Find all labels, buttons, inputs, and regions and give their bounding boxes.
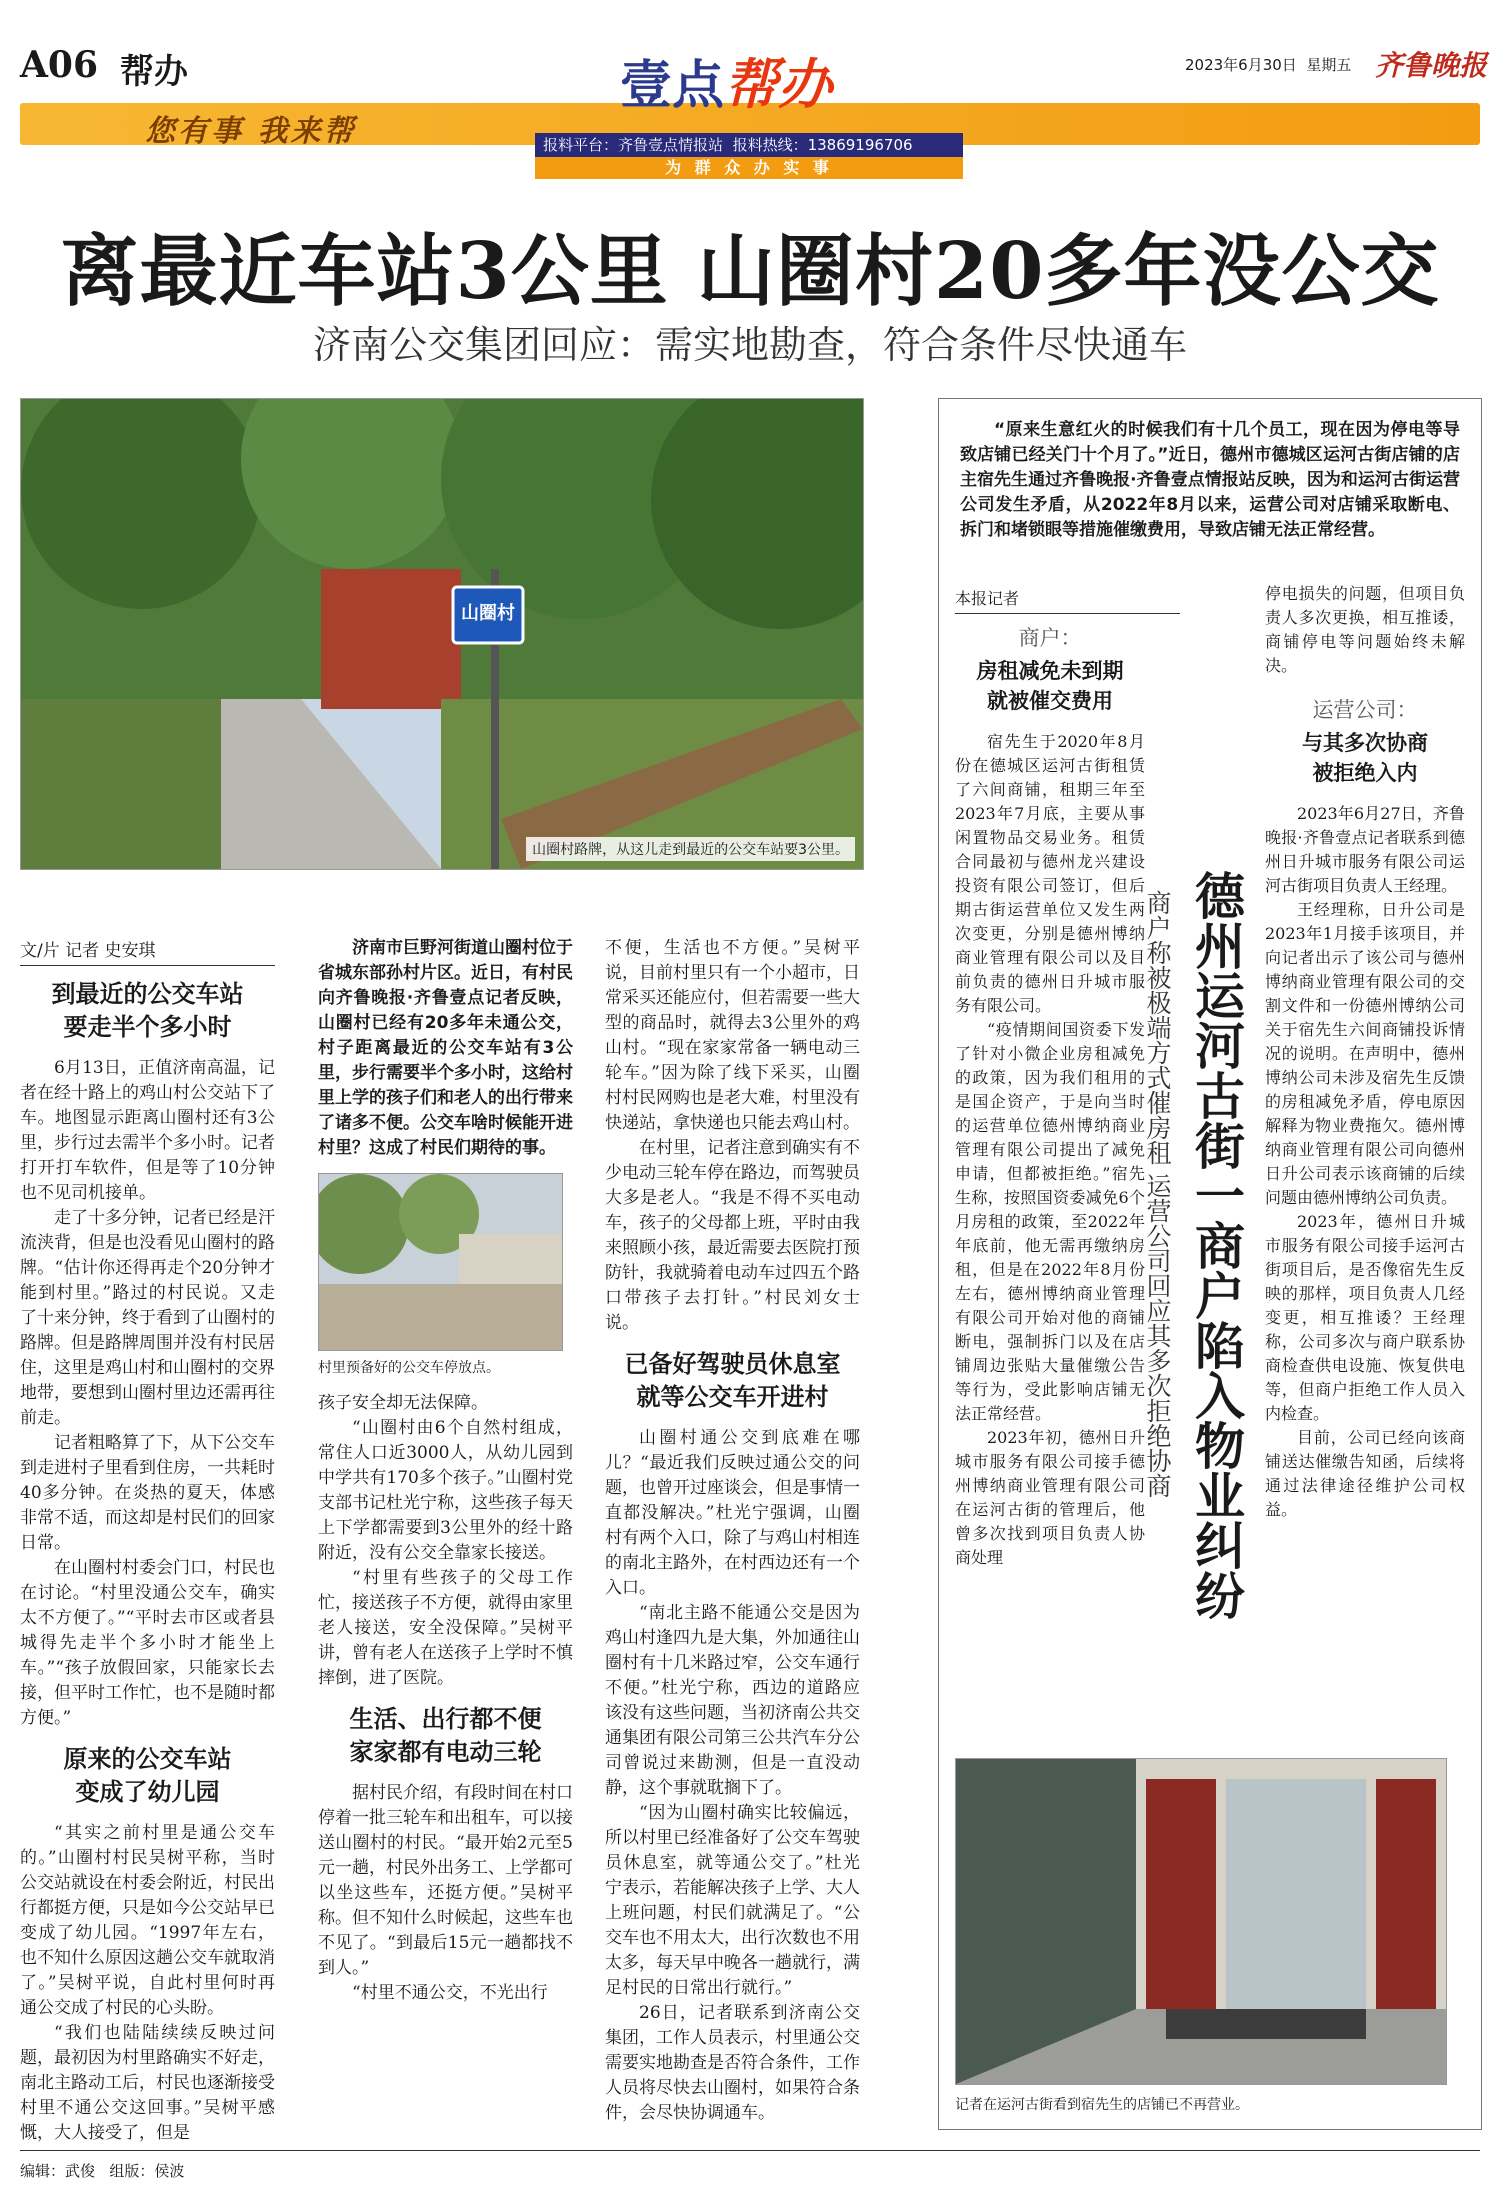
page-label: A06 [20, 44, 99, 86]
footer-credits [20, 2160, 184, 2181]
col1-paragraph: 6月13日，正值济南高温，记者在经十路上的鸡山村公交站下了车。地图显示距离山圈村还有3公里，步行过去需半个多小时。记者打开打车软件，但是等了10分钟也不见司机接单。 [20, 1058, 275, 1203]
col3-paragraph: 在村里，记者注意到确实有不少电动三轮车停在路边，而驾驶员大多是老人。“我是不得不买电动车，孩子的父母都上班，平时由我来照顾小孩，最近需要去医院打预防针，我就骑着电动车过四五个路口带孩子去打针。”村民刘女士说。 [605, 1138, 860, 1333]
village-sign-photo [20, 398, 864, 870]
col1-subheading-1: 到最近的公交车站 要走半个多小时 [51, 980, 244, 1041]
side-paragraph: 2023年，德州日升城市服务有限公司接手运河古街项目后，是否像宿先生反映的那样，项目负责人几经变更，相互推诿？王经理称，公司多次与商户联系协商检查供电设施、恢复供电等，但商户拒绝工作人员入内检查。 [1265, 1212, 1465, 1423]
col1-paragraph: “其实之前村里是通公交车的。”山圈村村民吴树平称，当时公交站就设在村委会附近，村民出行都挺方便，只是如今公交站早已变成了幼儿园。“1997年左右，也不知什么原因这趟公交车就取消了。”吴树平说，自此村里何时再通公交成了村民的心头盼。 [20, 1823, 275, 2018]
article-lead: 济南市巨野河街道山圈村位于省城东部孙村片区。近日，有村民向齐鲁晚报·齐鲁壹点记者反映，山圈村已经有20多年未通公交，村子距离最近的公交车站有3公里，步行需要半个多小时，这给村里上学的孩子们和老人的出行带来了诸多不便。公交车啥时候能开进村里？这成了村民们期待的事。 [318, 938, 573, 1158]
side-paragraph: “疫情期间国资委下发了针对小微企业房租减免的政策，因为我们租用的是国企资产，于是向当时的运营单位德州博纳商业管理有限公司提出了减免申请，但都被拒绝。”宿先生称，按照国资委减免6个月房租的政策，至2022年年底前，他无需再缴纳房租，但是在2022年8月份左右，德州博纳商业管理有限公司开始对他的商铺断电，强制拆门以及在店铺周边张贴大量催缴公告等行为，受此影响店铺无法正常经营。 [955, 1020, 1145, 1423]
photo1-caption: 山圈村路牌，从这儿走到最近的公交车站要3公里。 [526, 837, 855, 861]
sign-text: 山圈村 [461, 603, 515, 624]
side-lead: “原来生意红火的时候我们有十几个员工，现在因为停电等导致店铺已经关门十个月了。”近日，德州市德城区运河古街店铺的店主宿先生通过齐鲁晚报·齐鲁壹点情报站反映，因为和运河古街运营公司发生矛盾，从2022年8月以来，运营公司对店铺采取断电、拆门和堵锁眼等措施催缴费用，导致店铺无法正常经营。 [960, 420, 1460, 540]
photo3-caption: 记者在运河古街看到宿先生的店铺已不再营业。 [955, 2097, 1249, 2113]
side-subheading-1: 房租减免未到期 就被催交费用 [976, 659, 1124, 713]
side-tag-merchant: 商户： [1018, 626, 1082, 650]
col1-subheading-2: 原来的公交车站 变成了幼儿园 [63, 1745, 232, 1806]
date-text: 2023年6月30日 [1185, 56, 1297, 74]
hotline-phone: 报料热线：13869196706 [732, 136, 913, 154]
section-name: 帮办 [120, 52, 188, 92]
main-headline: 离最近车站3公里 山圈村20多年没公交 [60, 226, 1440, 317]
issue-date [1185, 54, 1351, 75]
side-subheading-2: 与其多次协商 被拒绝入内 [1302, 731, 1428, 785]
footer-designer: 组版：侯波 [109, 2162, 185, 2180]
col3-paragraph: “因为山圈村确实比较偏远，所以村里已经准备好了公交车驾驶员休息室，就等通公交了。”杜光宁表示，若能解决孩子上学、大人上班问题，村民们就满足了。“公交车也不用太大，出行次数也不用太多，每天早中晚各一趟就行，满足村民的日常出行就行。” [605, 1803, 860, 1998]
hotline-platform: 报料平台：齐鲁壹点情报站 [543, 136, 724, 154]
side-paragraph: 宿先生于2020年8月份在德城区运河古街租赁了六间商铺，租期三年至2023年7月底，主要从事闲置物品交易业务。租赁合同最初与德州龙兴建设投资有限公司签订，但后期古街运营单位又发生两次变更，分别是德州博纳商业管理有限公司以及目前负责的德州日升城市服务有限公司。 [955, 732, 1145, 1015]
col1-paragraph: 走了十多分钟，记者已经是汗流浃背，但是也没看见山圈村的路牌。“估计你还得再走个20分钟才能到村里。”路过的村民说。又走了十来分钟，终于看到了山圈村的路牌。但是路牌周围并没有村民居住，这里是鸡山村和山圈村的交界地带，要想到山圈村里边还需再往前走。 [20, 1208, 275, 1428]
parking-area-image [319, 1174, 562, 1350]
photo2-caption: 村里预备好的公交车停放点。 [318, 1360, 500, 1376]
logo-text-yidian: 壹点 [620, 56, 725, 116]
weekday-text: 星期五 [1306, 56, 1352, 74]
main-subhead: 济南公交集团回应：需实地勘查，符合条件尽快通车 [312, 323, 1187, 367]
byline: 文/片 记者 史安琪 [20, 936, 275, 966]
side-paragraph: 停电损失的问题，但项目负责人多次更换，相互推诿，商铺停电等问题始终未解决。 [1265, 584, 1465, 675]
logo-text-bangban: 帮办 [724, 53, 833, 116]
side-paragraph: 2023年6月27日，齐鲁晚报·齐鲁壹点记者联系到德州日升城市服务有限公司运河古街项目负责人王经理。 [1265, 804, 1465, 895]
bus-stop-photo [318, 1173, 563, 1351]
page-header [0, 0, 1500, 190]
side-byline: 本报记者 [955, 586, 1180, 614]
col2-subheading: 生活、出行都不便 家家都有电动三轮 [349, 1705, 542, 1766]
road-scene-image [21, 399, 863, 869]
slogan: 您有事 我来帮 [145, 114, 357, 149]
col3-paragraph: 不便，生活也不方便。”吴树平说，目前村里只有一个小超市，日常采买还能应付，但若需要一些大型的商品时，就得去3公里外的鸡山村。“现在家家常备一辆电动三轮车。”因为除了线下采买，山圈村村民网购也是老大难，村里没有快递站，拿快递也只能去鸡山村。 [605, 938, 860, 1133]
side-tag-operator: 运营公司： [1312, 698, 1418, 722]
col2-paragraph: 孩子安全却无法保障。 [318, 1393, 488, 1413]
side-paragraph: 王经理称，日升公司是2023年1月接手该项目，并向记者出示了该公司与德州博纳商业管理有限公司的交割文件和一份德州博纳公司关于宿先生六间商铺投诉情况的说明。在声明中，德州博纳公司未涉及宿先生反馈的房租减免矛盾，停电原因解释为物业费拖欠。德州博纳商业管理有限公司向德州日升公司表示该商铺的后续问题由德州博纳公司负责。 [1265, 900, 1465, 1207]
side-paragraph: 2023年初，德州日升城市服务有限公司接手德州博纳商业管理有限公司在运河古街的管理后，他曾多次找到项目负责人协商处理 [955, 1428, 1145, 1567]
column-logo [620, 42, 833, 116]
col1-paragraph: 在山圈村村委会门口，村民也在讨论。“村里没通公交车，确实太不方便了。”“平时去市区或者县城得先走半个多小时才能坐上车。”“孩子放假回家，只能家长去接，但平时工作忙，也不是随时都方便。” [20, 1558, 275, 1728]
banner-tag: 为 群 众 办 实 事 [535, 157, 963, 179]
col1-paragraph: “我们也陆陆续续反映过问题，最初因为村里路确实不好走，南北主路动工后，村民也逐渐接受村里不通公交这回事。”吴树平感慨，大人接受了，但是 [20, 2023, 275, 2143]
col2-paragraph: 据村民介绍，有段时间在村口停着一批三轮车和出租车，可以接送山圈村的村民。“最开始2元至5元一趟，村民外出务工、上学都可以坐这些车，还挺方便。”吴树平称。但不知什么时候起，这些车也不见了。“到最后15元一趟都找不到人。” [318, 1783, 573, 1978]
main-col-3 [605, 936, 860, 2126]
side-vertical-title: 德州运河古街一商户陷入物业纠纷 [1187, 870, 1246, 1620]
shopfront-image [956, 1759, 1446, 2084]
main-col-1 [20, 936, 275, 2146]
footer-rule [20, 2150, 1480, 2151]
col2-paragraph: “村里不通公交，不光出行 [352, 1983, 548, 2003]
col3-paragraph: 26日，记者联系到济南公交集团，工作人员表示，村里通公交需要实地勘查是否符合条件，工作人员将尽快去山圈村，如果符合条件，会尽快协调通车。 [605, 2003, 860, 2123]
col2-paragraph: “山圈村由6个自然村组成，常住人口近3000人，从幼儿园到中学共有170多个孩子。”山圈村党支部书记杜光宁称，这些孩子每天上下学都需要到3公里外的经十路附近，没有公交全靠家长接送。 [318, 1418, 573, 1563]
col3-paragraph: “南北主路不能通公交是因为鸡山村逢四九是大集，外加通往山圈村有十几米路过窄，公交车通行不便。”杜光宁称，西边的道路应该没有这些问题，当初济南公共交通集团有限公司第三公共汽车分公司曾说过来勘测，但是一直没动静，这个事就耽搁下了。 [605, 1603, 860, 1798]
footer-editor: 编辑：武俊 [20, 2162, 96, 2180]
paper-name-logo: 齐鲁晚报 [1375, 49, 1488, 82]
col1-paragraph: 记者粗略算了下，从下公交车到走进村子里看到住房，一共耗时40多分钟。在炎热的夏天，体感非常不适，而这却是村民们的回家日常。 [20, 1433, 275, 1553]
col3-paragraph: 山圈村通公交到底难在哪儿？“最近我们反映过通公交的问题，也曾开过座谈会，但是事情一直都没解决。”杜光宁强调，山圈村有两个入口，除了与鸡山村相连的南北主路外，在村西边还有一个入口。 [605, 1428, 860, 1598]
closed-shop-photo [955, 1758, 1447, 2085]
hotline-bar [535, 133, 963, 157]
side-paragraph: 目前，公司已经向该商铺送达催缴告知函，后续将通过法律途径维护公司权益。 [1265, 1428, 1465, 1519]
col2-paragraph: “村里有些孩子的父母工作忙，接送孩子不方便，就得由家里老人接送，安全没保障。”吴树平讲，曾有老人在送孩子上学时不慎摔倒，进了医院。 [318, 1568, 573, 1688]
side-vertical-subtitle: 商户称被极端方式催房租 运营公司回应其多次拒绝协商 [1143, 890, 1172, 1498]
main-col-2 [318, 936, 573, 2006]
col3-subheading: 已备好驾驶员休息室 就等公交车开进村 [624, 1350, 841, 1411]
side-left-col [955, 622, 1145, 1570]
side-right-col [1265, 582, 1465, 1522]
